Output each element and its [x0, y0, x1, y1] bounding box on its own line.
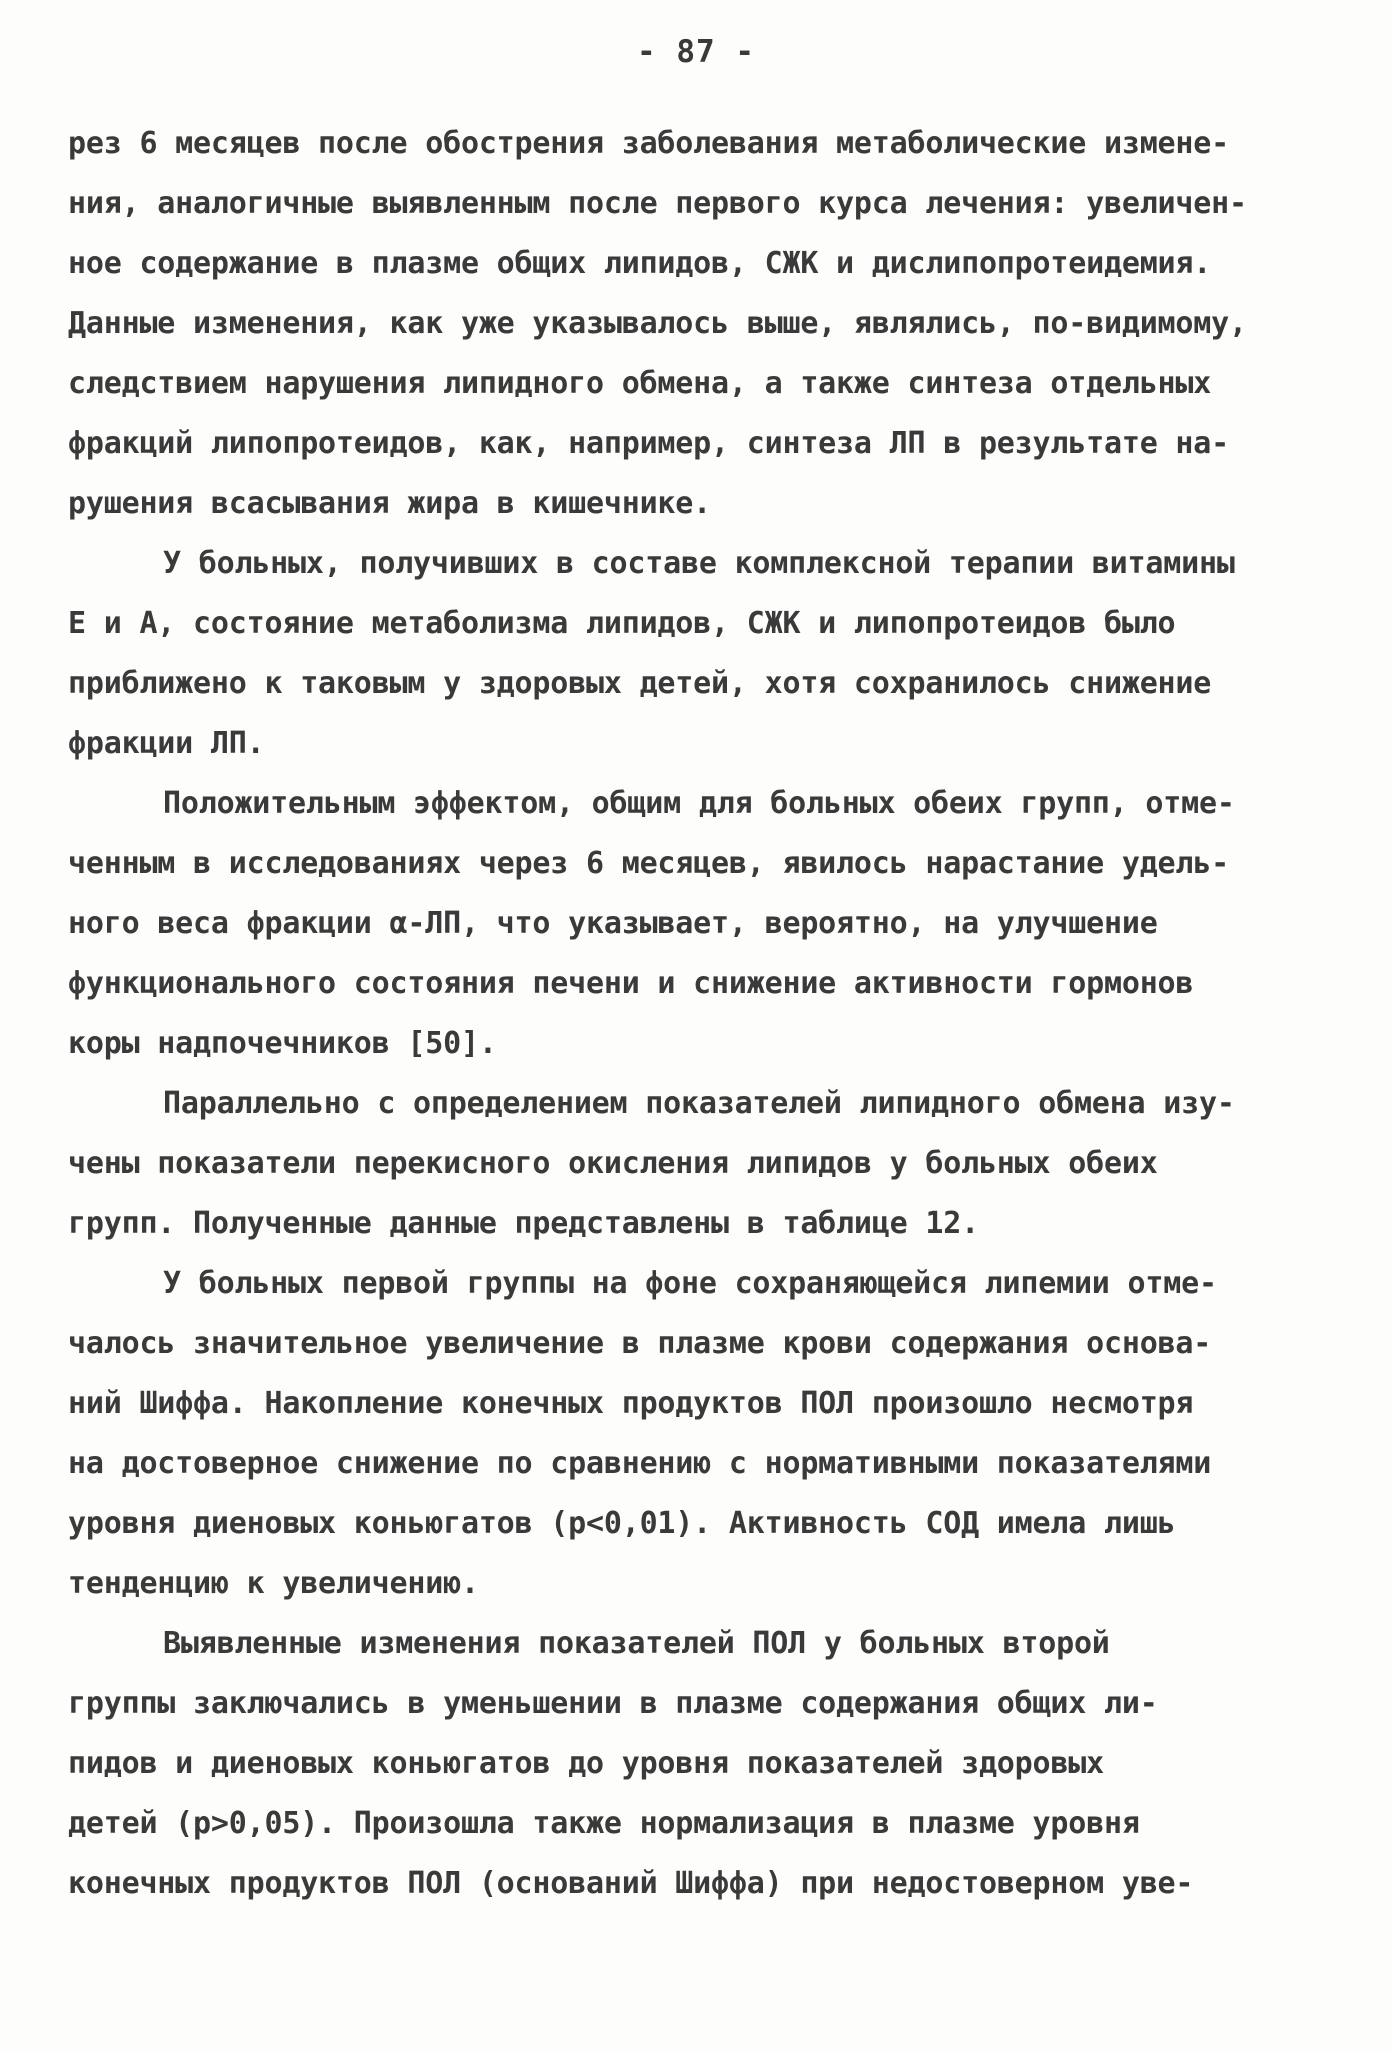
text-line: Данные изменения, как уже указывалось выше, являлись, по-видимому, — [68, 306, 1247, 341]
text-line: У больных, получивших в составе комплексной терапии витамины — [163, 546, 1235, 581]
text-line: тенденцию к увеличению. — [68, 1566, 479, 1601]
text-line: на достоверное снижение по сравнению с нормативными показателями — [68, 1446, 1212, 1481]
text-line: чены показатели перекисного окисления липидов у больных обеих — [68, 1146, 1158, 1181]
text-line: ния, аналогичные выявленным после первого курса лечения: увеличен- — [68, 186, 1247, 221]
text-line: функционального состояния печени и снижение активности гормонов — [68, 966, 1194, 1001]
text-line: ченным в исследованиях через 6 месяцев, явилось нарастание удель- — [68, 846, 1229, 881]
text-line: уровня диеновых коньюгатов (p<0,01). Активность СОД имела лишь — [68, 1506, 1176, 1541]
text-line: групп. Полученные данные представлены в таблице 12. — [68, 1206, 979, 1241]
text-line: конечных продуктов ПОЛ (оснований Шиффа) при недостоверном уве- — [68, 1866, 1194, 1901]
text-line: рез 6 месяцев после обострения заболевания метаболические измене- — [68, 126, 1229, 161]
page-number: - 87 - — [637, 34, 755, 70]
text-line: пидов и диеновых коньюгатов до уровня показателей здоровых — [68, 1746, 1104, 1781]
text-line: фракций липопротеидов, как, например, синтеза ЛП в результате на- — [68, 426, 1229, 461]
text-line: приближено к таковым у здоровых детей, хотя сохранилось снижение — [68, 666, 1212, 701]
text-line: Е и А, состояние метаболизма липидов, СЖК и липопротеидов было — [68, 606, 1176, 641]
text-line: Выявленные изменения показателей ПОЛ у больных второй — [163, 1626, 1110, 1661]
text-line: Параллельно с определением показателей липидного обмена изу- — [163, 1086, 1235, 1121]
text-line: фракции ЛП. — [68, 726, 265, 761]
text-line: Положительным эффектом, общим для больных обеих групп, отме- — [163, 786, 1235, 821]
text-line: детей (p>0,05). Произошла также нормализация в плазме уровня — [68, 1806, 1140, 1841]
text-line: коры надпочечников [50]. — [68, 1026, 497, 1061]
text-line: У больных первой группы на фоне сохраняющейся липемии отме- — [163, 1266, 1217, 1301]
text-line: ное содержание в плазме общих липидов, СЖК и дислипопротеидемия. — [68, 246, 1212, 281]
text-line: рушения всасывания жира в кишечнике. — [68, 486, 712, 521]
text-line: группы заключались в уменьшении в плазме содержания общих ли- — [68, 1686, 1158, 1721]
text-line: ного веса фракции α-ЛП, что указывает, вероятно, на улучшение — [68, 906, 1158, 941]
text-line: чалось значительное увеличение в плазме крови содержания основа- — [68, 1326, 1212, 1361]
text-line: ний Шиффа. Накопление конечных продуктов ПОЛ произошло несмотря — [68, 1386, 1194, 1421]
text-line: следствием нарушения липидного обмена, а также синтеза отдельных — [68, 366, 1212, 401]
